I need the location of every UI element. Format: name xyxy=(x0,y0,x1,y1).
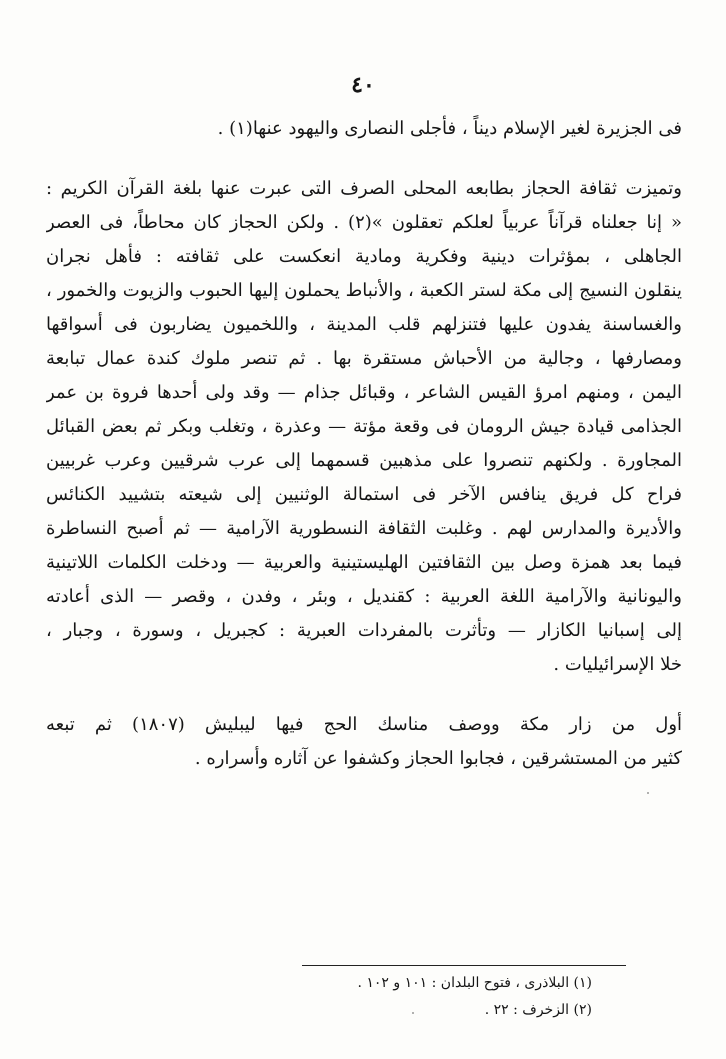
text-line: ينقلون النسيج إلى مكة لستر الكعبة ، والأنباط يحملون إليها الحبوب والزيوت والخمور ، xyxy=(46,280,682,301)
text-line: اليمن ، ومنهم امرؤ القيس الشاعر ، وقبائل جذام — وقد ولى أحدها فروة بن عمر xyxy=(46,382,682,403)
paper-speck xyxy=(647,792,649,794)
page-number: ٤٠ xyxy=(351,72,375,98)
body-text xyxy=(46,112,682,776)
footnote-divider xyxy=(302,965,626,966)
text-line: فى الجزيرة لغير الإسلام ديناً ، فأجلى النصارى واليهود عنها(١) . xyxy=(217,118,682,139)
text-line: خلا الإسرائيليات . xyxy=(553,654,682,675)
footnote: (١) البلاذرى ، فتوح البلدان : ١٠١ و ١٠٢ . xyxy=(357,975,592,991)
text-line: ومصارفها ، وجالية من الأحباش مستقرة بها . ثم تنصر ملوك كندة عمال تبابعة xyxy=(46,348,682,369)
footnotes xyxy=(302,970,626,1024)
text-line: واليونانية والآرامية اللغة العربية : كقنديل ، وبئر ، وفدن ، وقصر — الذى أعادته xyxy=(46,586,682,607)
text-line: فراح كل فريق ينافس الآخر فى استمالة الوثنيين إلى شيعته بتشييد الكنائس xyxy=(46,484,682,505)
text-line: الجذامى قيادة جيش الرومان فى وقعة مؤتة — وعذرة ، وتغلب وبكر ثم بعض القبائل xyxy=(46,416,682,437)
text-line: وتميزت ثقافة الحجاز بطابعه المحلى الصرف التى عبرت عنها بلغة القرآن الكريم : xyxy=(46,178,682,199)
text-line: إلى إسبانيا الكازار — وتأثرت بالمفردات العبرية : كجبريل ، وسورة ، وجبار ، xyxy=(46,620,682,641)
text-line: والأديرة والمدارس لهم . وغلبت الثقافة النسطورية الآرامية — ثم أصبح النساطرة xyxy=(46,518,682,539)
text-line: « إنا جعلناه قرآناً عربياً لعلكم تعقلون »(٢) . ولكن الحجاز كان محاطاً، فى العصر xyxy=(46,212,682,233)
paragraph-gap xyxy=(46,682,682,708)
footnote: (٢) الزخرف : ٢٢ . xyxy=(484,1002,592,1018)
text-line: المجاورة . ولكنهم تنصروا على مذهبين قسمهما إلى عرب شرقيين وعرب غربيين xyxy=(46,450,682,471)
text-line: والغساسنة يفدون عليها فتنزلهم قلب المدينة ، واللخميون يضاربون فى أسواقها xyxy=(46,314,682,335)
text-line: كثير من المستشرقين ، فجابوا الحجاز وكشفوا عن آثاره وأسراره . xyxy=(194,748,682,769)
text-line: فيما بعد همزة وصل بين الثقافتين الهليستينية والعربية — ودخلت الكلمات اللاتينية xyxy=(46,552,682,573)
text-line: أول من زار مكة ووصف مناسك الحج فيها ليبليش (١٨٠٧) ثم تبعه xyxy=(46,714,682,735)
text-line: الجاهلى ، بمؤثرات دينية وفكرية ومادية انعكست على ثقافته : فأهل نجران xyxy=(46,246,682,267)
paragraph-gap xyxy=(46,146,682,172)
